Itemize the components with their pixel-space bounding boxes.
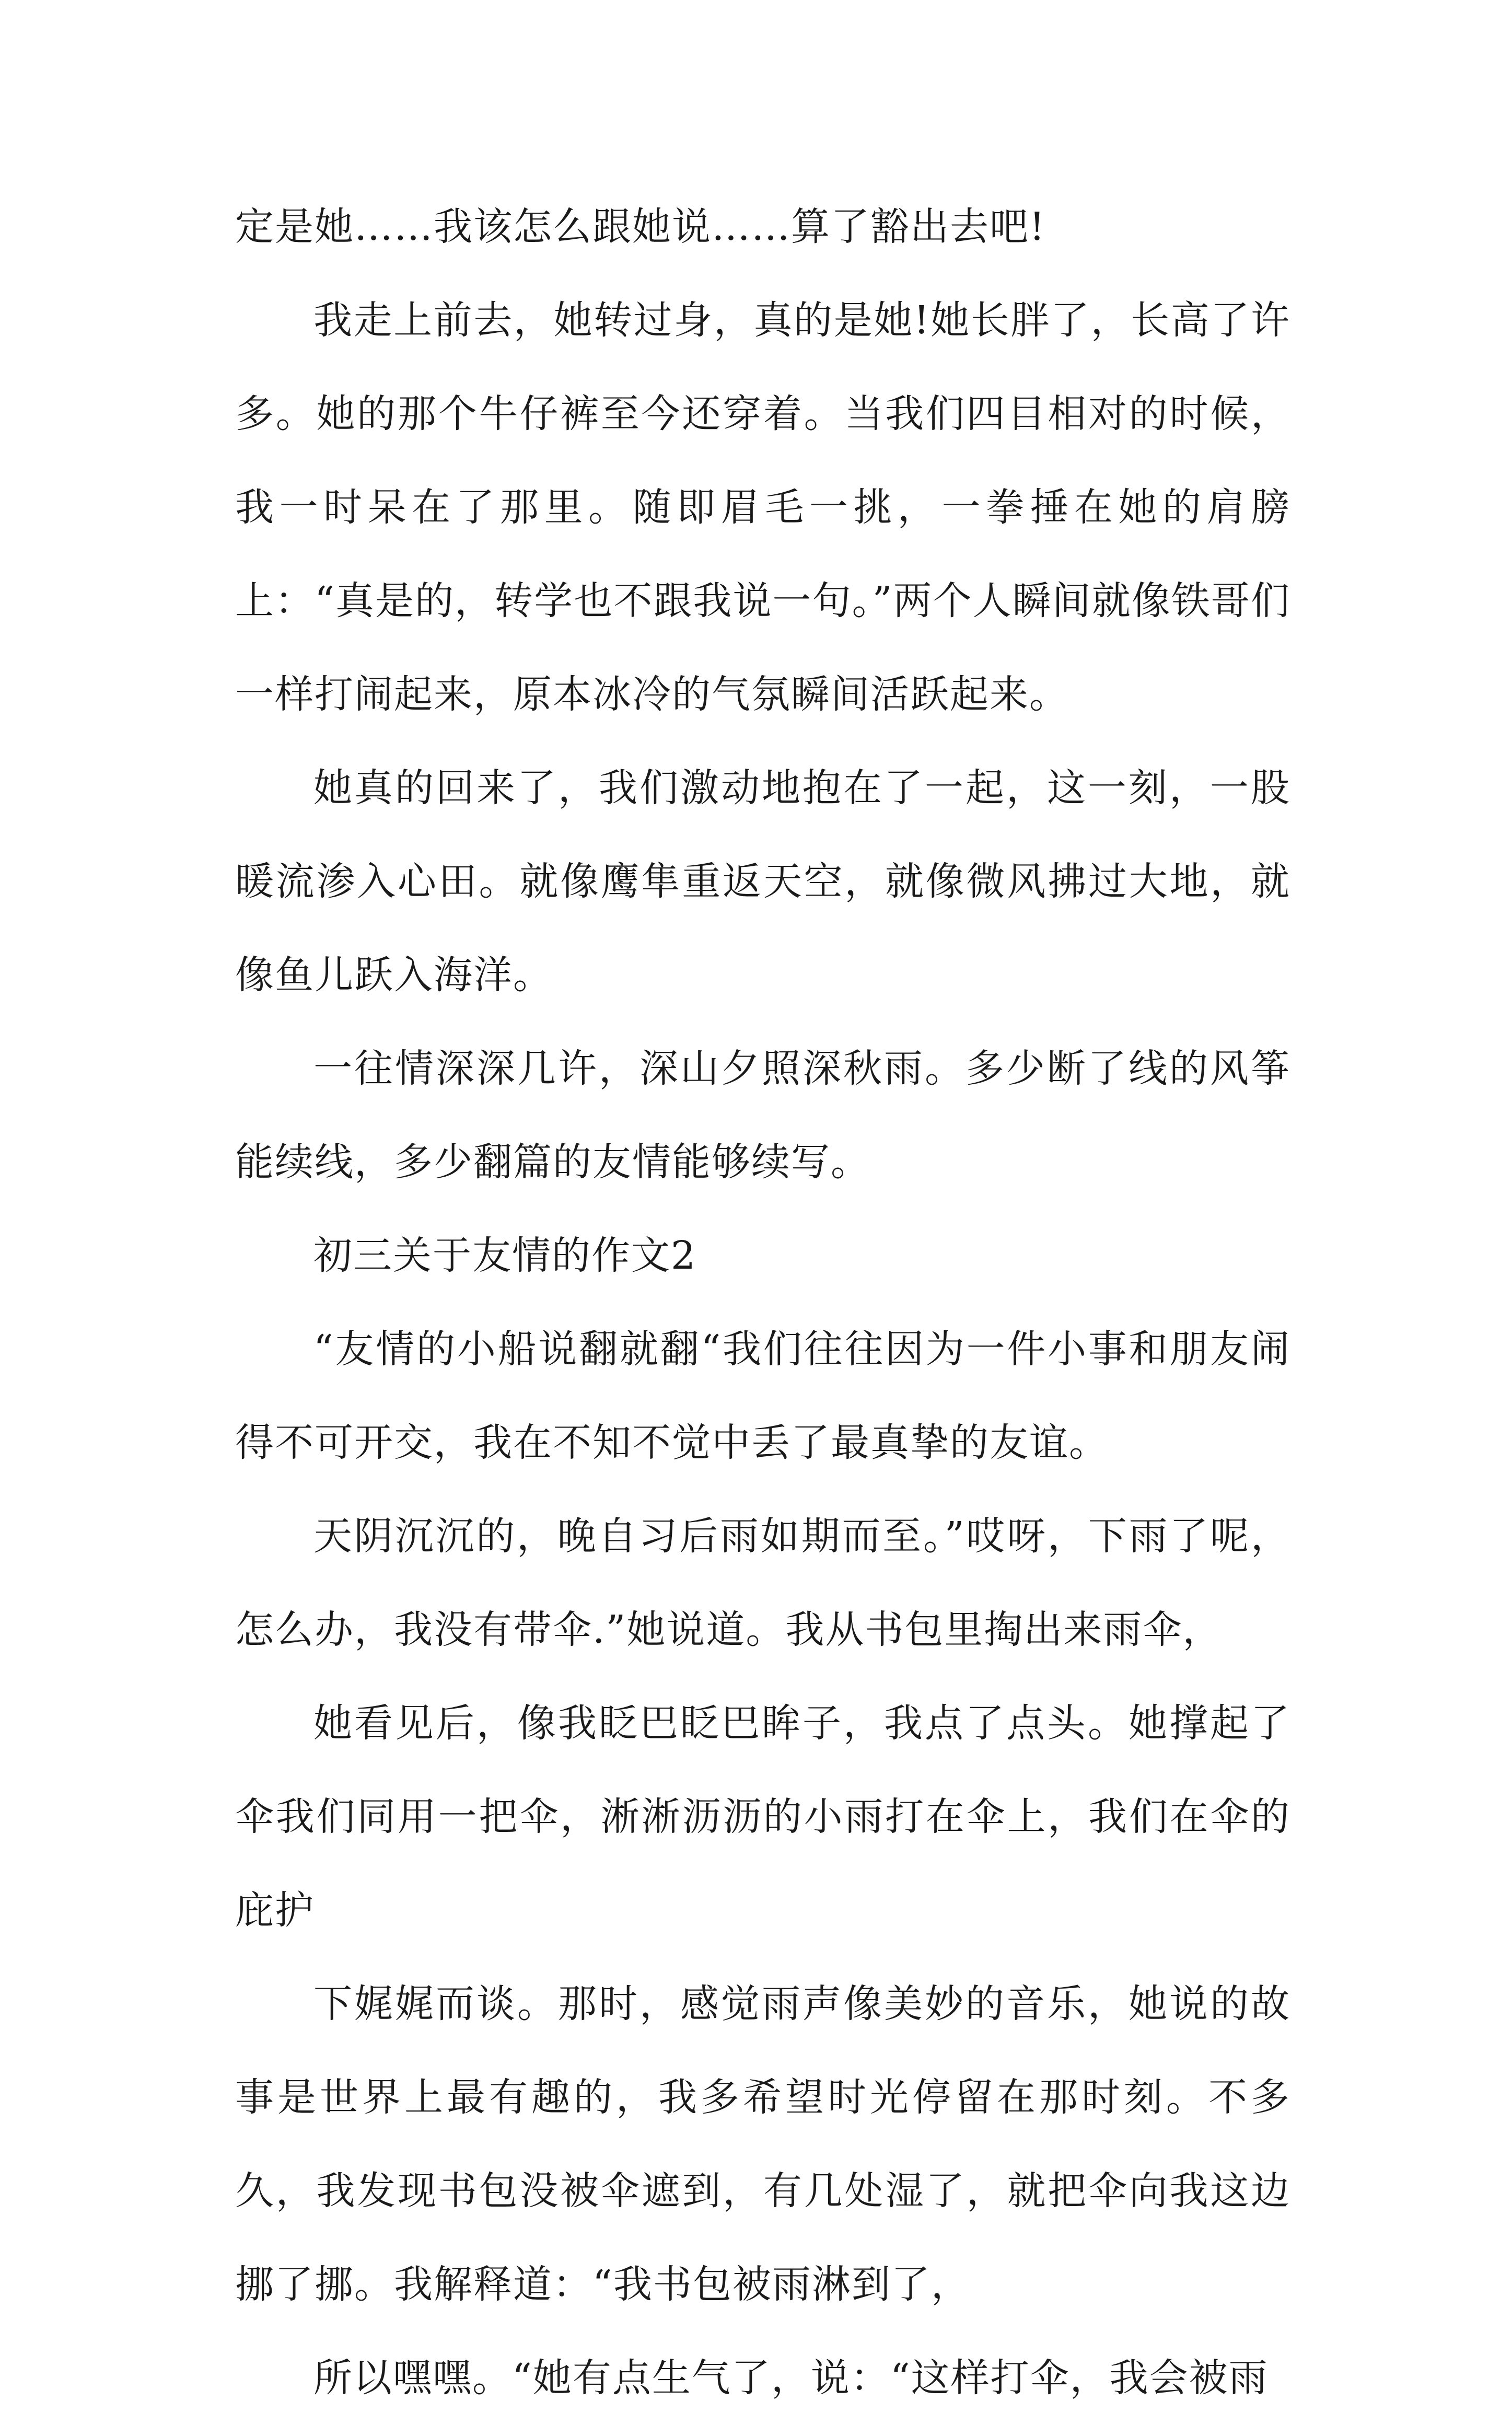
essay-body xyxy=(235,180,1290,2425)
paragraph-5: “友情的小船说翻就翻“我们往往因为一件小事和朋友闹得不可开交，我在不知不觉中丢了最真挚的友谊。 xyxy=(235,1327,1290,1465)
paragraph-4: 一往情深深几许，深山夕照深秋雨。多少断了线的风筝能续线，多少翻篇的友情能够续写。 xyxy=(235,1046,1290,1185)
paragraph-2: 我走上前去，她转过身，真的是她!她长胖了，长高了许多。她的那个牛仔裤至今还穿着。当我们四目相对的时候，我一时呆在了那里。随即眉毛一挑，一拳捶在她的肩膀上：“真是的，转学也不跟我说一句。”两个人瞬间就像铁哥们一样打闹起来，原本冰冷的气氛瞬间活跃起来。 xyxy=(235,298,1290,717)
paragraph-7: 她看见后，像我眨巴眨巴眸子，我点了点头。她撑起了伞我们同用一把伞，淅淅沥沥的小雨打在伞上，我们在伞的庇护 xyxy=(235,1701,1290,1933)
essay-title: 初三关于友情的作文2 xyxy=(313,1233,697,1278)
paragraph-9: 所以嘿嘿。“她有点生气了，说：“这样打伞，我会被雨 xyxy=(313,2356,1269,2400)
paragraph-6: 天阴沉沉的，晚自习后雨如期而至。”哎呀，下雨了呢，怎么办，我没有带伞.”她说道。我从书包里掏出来雨伞， xyxy=(235,1514,1290,1652)
paragraph-1: 定是她……我该怎么跟她说……算了豁出去吧! xyxy=(235,204,1046,249)
paragraph-3: 她真的回来了，我们激动地抱在了一起，这一刻，一股暖流渗入心田。就像鹰隼重返天空，就像微风拂过大地，就像鱼儿跃入海洋。 xyxy=(235,765,1290,997)
paragraph-8: 下娓娓而谈。那时，感觉雨声像美妙的音乐，她说的故事是世界上最有趣的，我多希望时光停留在那时刻。不多久，我发现书包没被伞遮到，有几处湿了，就把伞向我这边挪了挪。我解释道：“我书包被雨淋到了， xyxy=(235,1981,1290,2307)
